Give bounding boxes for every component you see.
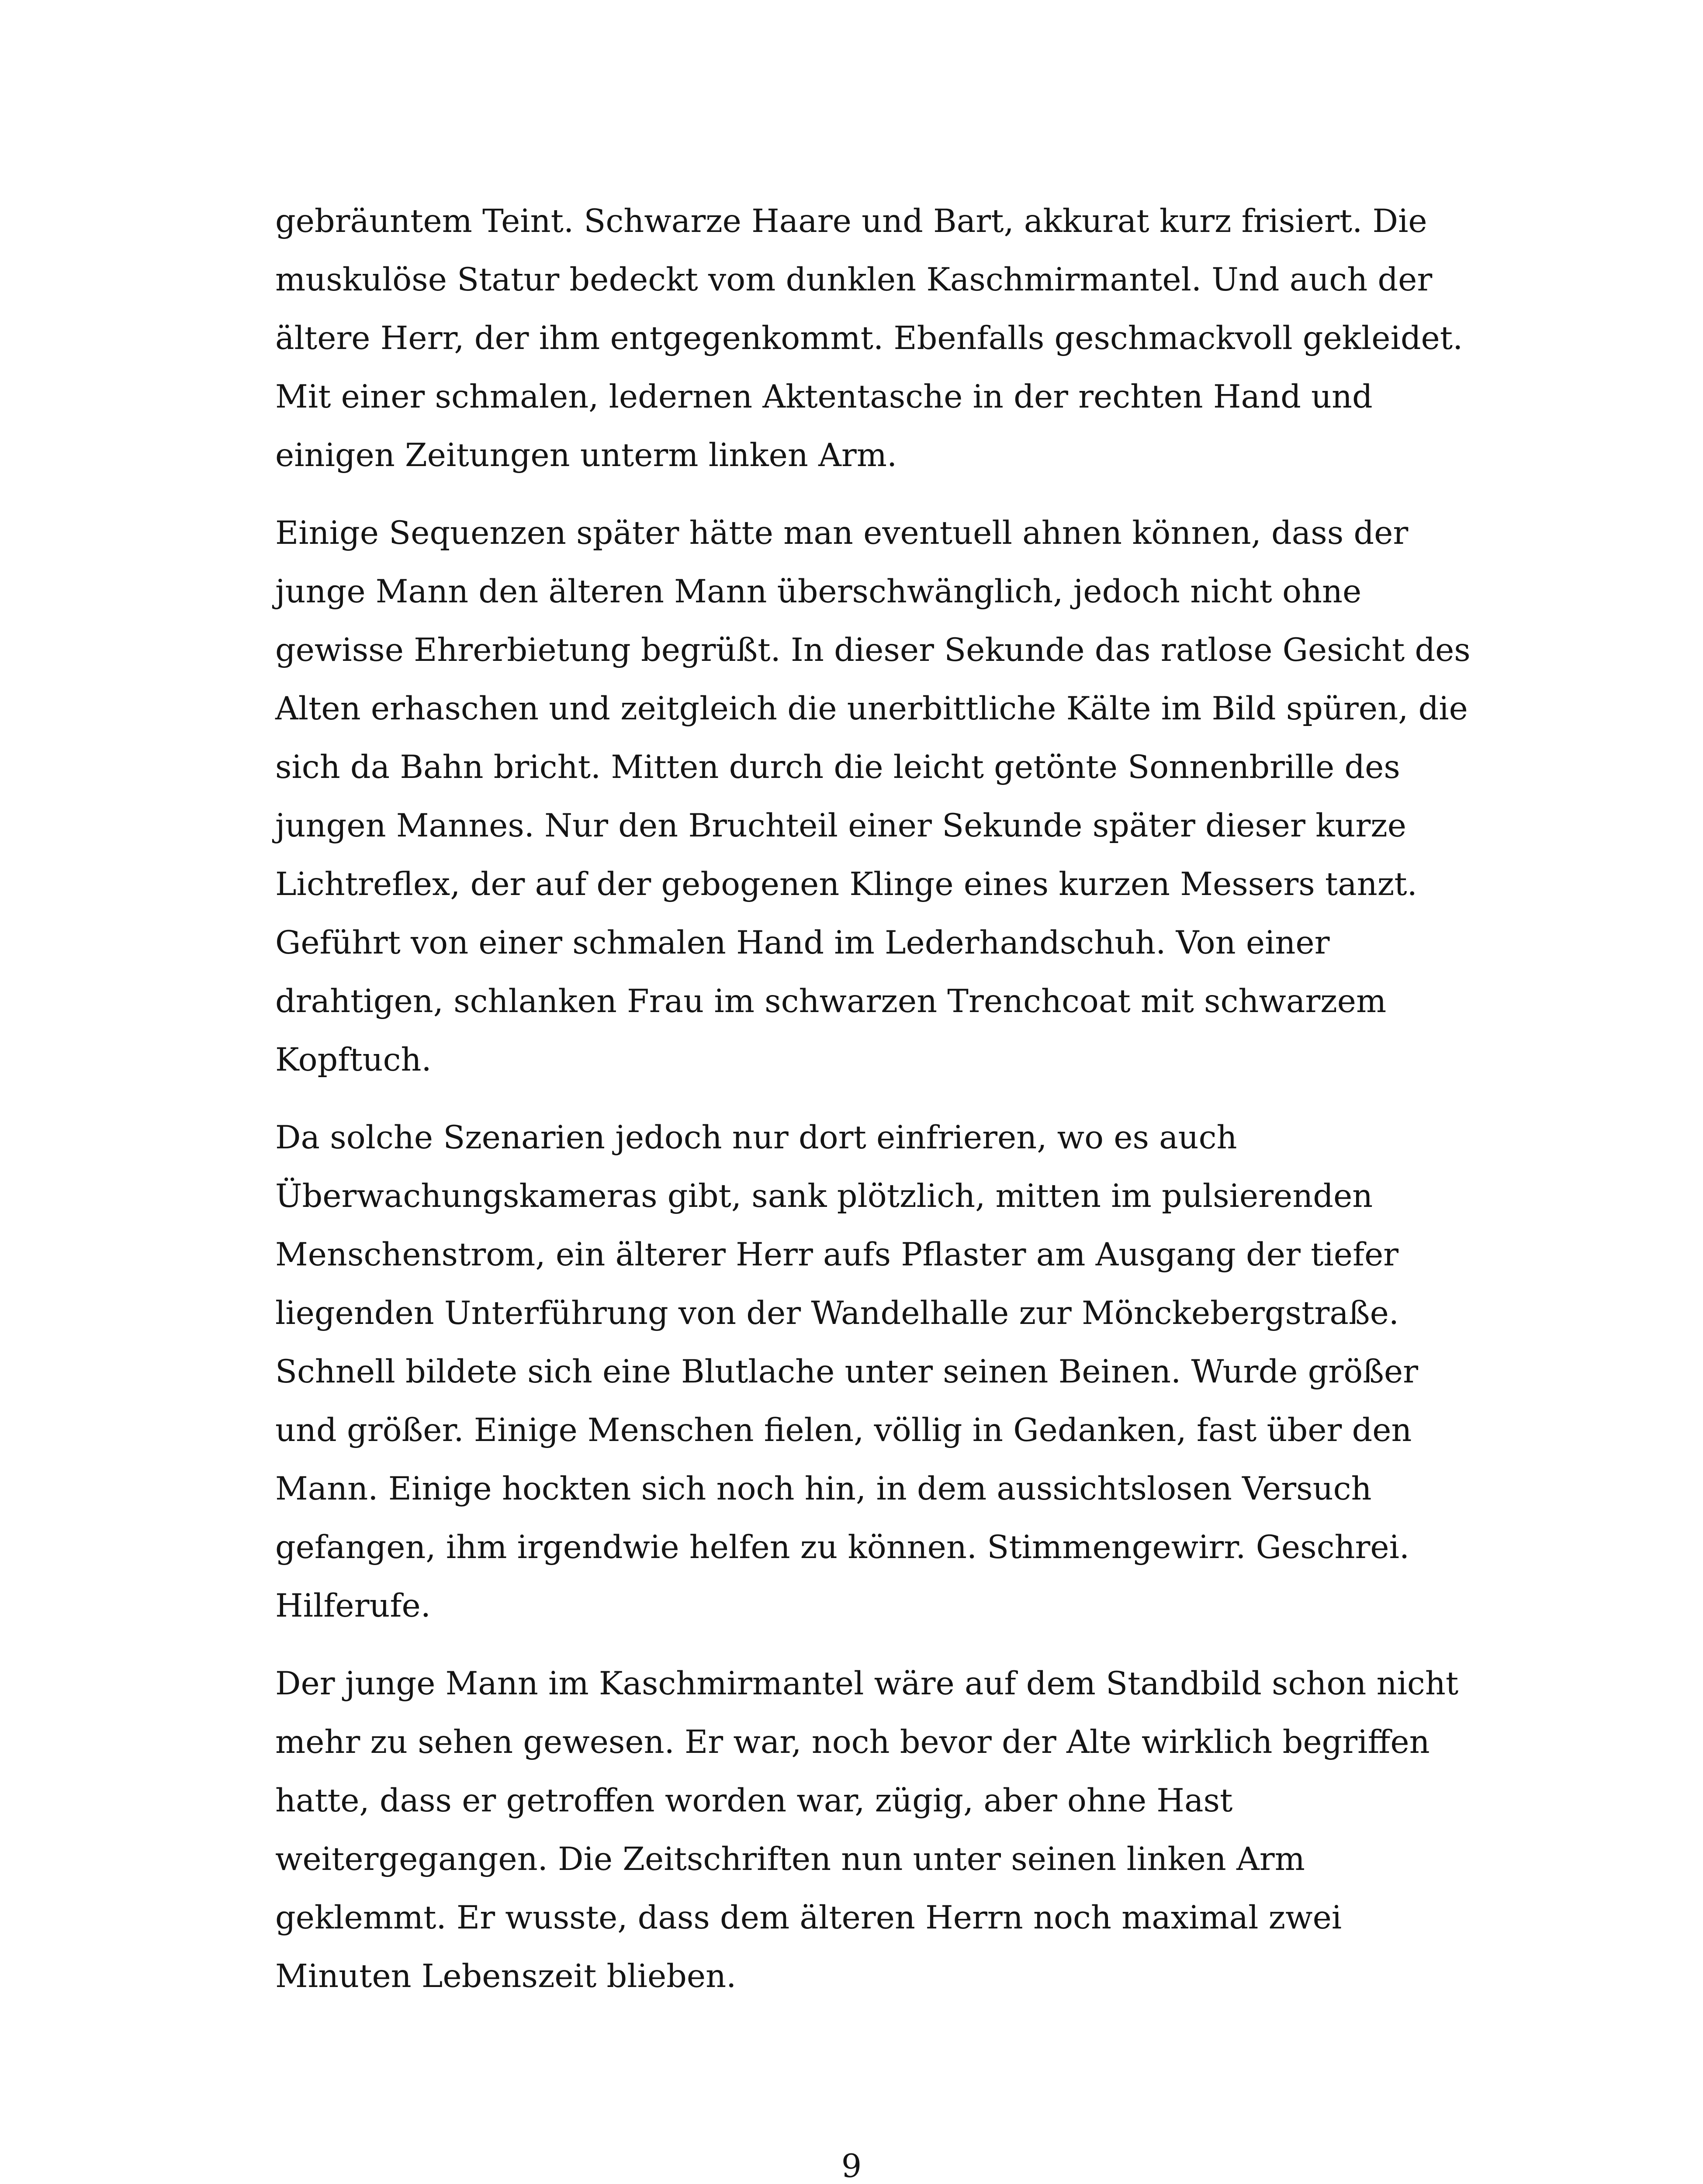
text-line: Menschenstrom, ein älterer Herr aufs Pflaster am Ausgang der tiefer [275, 1236, 1399, 1273]
text-line: Hilferufe. [275, 1587, 431, 1624]
text-line: Alten erhaschen und zeitgleich die unerbittliche Kälte im Bild spüren, die [275, 690, 1468, 727]
text-line: einigen Zeitungen unterm linken Arm. [275, 437, 897, 474]
text-line: drahtigen, schlanken Frau im schwarzen Trenchcoat mit schwarzem [275, 983, 1387, 1020]
text-line: junge Mann den älteren Mann überschwänglich, jedoch nicht ohne [275, 573, 1362, 610]
text-line: gewisse Ehrerbietung begrüßt. In dieser Sekunde das ratlose Gesicht des [275, 632, 1471, 669]
text-line: ältere Herr, der ihm entgegenkommt. Ebenfalls geschmackvoll gekleidet. [275, 320, 1463, 357]
page-number: 9 [841, 2148, 862, 2184]
text-line: mehr zu sehen gewesen. Er war, noch bevor der Alte wirklich begriffen [275, 1724, 1430, 1761]
text-line: Einige Sequenzen später hätte man eventuell ahnen können, dass der [275, 515, 1409, 552]
text-line: weitergegangen. Die Zeitschriften nun unter seinen linken Arm [275, 1841, 1305, 1878]
paragraph-4 [275, 1655, 1516, 2006]
text-line: hatte, dass er getroffen worden war, zügig, aber ohne Hast [275, 1782, 1233, 1819]
body-text [275, 192, 1516, 2006]
text-line: Schnell bildete sich eine Blutlache unter seinen Beinen. Wurde größer [275, 1353, 1419, 1390]
text-line: Kopftuch. [275, 1041, 432, 1078]
text-line: sich da Bahn bricht. Mitten durch die leicht getönte Sonnenbrille des [275, 749, 1400, 786]
text-line: Mann. Einige hockten sich noch hin, in dem aussichtslosen Versuch [275, 1470, 1372, 1507]
text-line: Lichtreflex, der auf der gebogenen Klinge eines kurzen Messers tanzt. [275, 866, 1417, 903]
paragraph-1 [275, 192, 1516, 485]
text-line: Minuten Lebenszeit blieben. [275, 1958, 737, 1995]
text-line: Überwachungskameras gibt, sank plötzlich, mitten im pulsierenden [275, 1178, 1373, 1215]
text-line: und größer. Einige Menschen fielen, völlig in Gedanken, fast über den [275, 1412, 1412, 1449]
text-line: Geführt von einer schmalen Hand im Lederhandschuh. Von einer [275, 924, 1330, 961]
paragraph-3 [275, 1109, 1516, 1635]
text-line: jungen Mannes. Nur den Bruchteil einer Sekunde später dieser kurze [275, 807, 1406, 844]
text-line: liegenden Unterführung von der Wandelhalle zur Mönckebergstraße. [275, 1295, 1399, 1332]
text-line: muskulöse Statur bedeckt vom dunklen Kaschmirmantel. Und auch der [275, 261, 1433, 298]
text-line: Da solche Szenarien jedoch nur dort einfrieren, wo es auch [275, 1119, 1237, 1156]
text-line: gefangen, ihm irgendwie helfen zu können. Stimmengewirr. Geschrei. [275, 1529, 1410, 1566]
text-line: Mit einer schmalen, ledernen Aktentasche in der rechten Hand und [275, 378, 1373, 415]
paragraph-2 [275, 504, 1516, 1089]
text-line: geklemmt. Er wusste, dass dem älteren Herrn noch maximal zwei [275, 1899, 1342, 1936]
text-line: Der junge Mann im Kaschmirmantel wäre auf dem Standbild schon nicht [275, 1665, 1459, 1702]
text-line: gebräuntem Teint. Schwarze Haare und Bart, akkurat kurz frisiert. Die [275, 203, 1427, 240]
